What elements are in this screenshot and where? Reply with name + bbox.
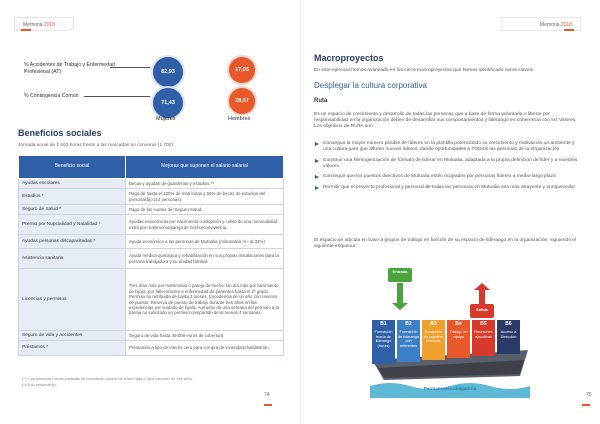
box-b6 [497,320,520,354]
entry-label: Entrada [392,269,408,274]
ruta-diagram [370,268,530,398]
table-row [19,179,284,189]
box-code: B1 [380,321,387,327]
table-row [19,341,284,356]
intro-macroproyectos: En este ejercicio hemos avanzado en los cinco macroproyectos que hemos identificado como claves: [314,68,534,73]
box-code: B2 [405,321,412,327]
box-title: Formación de liderango con referentes [398,330,419,348]
box-b1 [372,320,395,364]
table-cell: Seguro de Salud * [19,205,126,215]
header-tab-label: Memoria [23,22,43,28]
footnote: (*) Solo personal fijo. [22,383,58,387]
table-row [19,235,284,249]
list-item: Permitir que el proyecto profesional y personal de todas las personas en Mutualia sea más atrayente y enriquecedor. [314,185,580,191]
women-cc-circle: 71,43 [153,88,183,118]
table-cell: Licencias y permisos [19,269,126,331]
objectives-list [314,141,580,196]
men-cc-circle: 28,57 [229,88,255,114]
box-code: B3 [430,321,437,327]
page-number-left: 74 [264,392,270,398]
men-at-circle: 17,05 [229,57,255,83]
header-tab-left [14,17,74,31]
page-tick-left [264,404,272,406]
table-header: Beneficio social [19,156,126,179]
sub-heading-ruta: Ruta [314,98,328,104]
box-b4 [447,320,470,358]
intro-jornada: Jornada anual de 1.662 horas frente a las marcadas en convenio (1.700) [18,143,173,148]
women-label: Mujeres [156,116,176,122]
page-tick-right [582,404,590,406]
list-item: Conseguir que los puestos directivos de Mutualia estén ocupados por personas líderes a medio-largo plazo. [314,174,580,180]
box-code: B6 [505,321,512,327]
section-title-beneficios: Beneficios sociales [18,128,102,138]
stat-label-cc: % Contingencia Común [24,93,79,99]
men-label: Hombres [228,116,251,122]
box-title: Reuniones ejecutivas [474,330,493,339]
footnote: (**) Las personas menos jubiladas se consideran para el beneficio hijas e hijos menores de tres años. [22,377,194,381]
box-title: Acceso a Dirección [500,330,517,339]
table-cell: Ayuda médica quirúrgica y rehabilitación en sus propias instalaciones para la persona trabajadora y su unidad familiar. [126,249,284,269]
table-row [19,269,284,331]
table-cell: Ayudas económicas por nacimiento o adopción y cobro de una mensualidad extra por matrimonio/pareja de hecho/convivencia. [126,215,284,235]
ruta-paragraph: Es un espacio de crecimiento y desarrollo de todas las personas que a base de forma voluntaria o liberar por responsabilidad en la organización deben de desarrollar sus comportamientos y liderango en coherencia con los Valores. Los objetivos de RUTA son: [314,112,577,130]
table-cell: Préstamos * [19,341,126,356]
box-b2 [397,320,420,362]
header-tab-year: 2018 [560,22,572,28]
table-cell: Ayuda económica a las personas de Mutualia (minusvalía >/= al 33%) [126,235,284,249]
table-cell: Seguro de vida hasta 49.000 euros de cobertura [126,331,284,341]
closing-paragraph: El espacio se articula en base a grupos de trabajo en función de su espacio de liderango en la organización, siguiendo el siguiente esquema: [314,238,577,250]
box-code: B4 [455,321,462,327]
table-cell: Becas y ayudas de guarderías y estudios.** [126,179,284,189]
table-row [19,189,284,205]
table-cell: Préstamos a tipo de interés cero para compra de vivienda/rehabilitación. [126,341,284,356]
subsection-title: Desplegar la cultura corporativa [314,81,427,90]
box-b3 [422,320,445,360]
bottom-label: Permanencia obligatoria [423,386,477,391]
table-row [19,205,284,215]
table-cell: Premio por Nupcialidad y Natalidad * [19,215,126,235]
box-title: Trabajo en equipo [449,330,468,339]
exit-tag [470,304,494,318]
table-cell: Estudios * [19,189,126,205]
section-title-macroproyectos: Macroproyectos [314,53,384,63]
stat-label-at: % Accidentes de Trabajo y Enfermedad Profesional (AT) [24,62,115,75]
list-item: Construir una homogenización de formato de liderar en Mutualia, adaptada a la propia definición de líder y a nuestros valores. [314,158,580,170]
entry-tag [388,268,412,282]
table-cell: Ayudas escolares [19,179,126,189]
box-b5 [472,320,495,356]
list-item: Conseguir la mayor número posible de líderes en la plantilla potenciando su crecimiento y motivación un ambiente y una cultura para que afloren nuevos líderes, dando oportunidades a TODAS las personas de la Organización. [314,141,580,153]
exit-label: Salida [476,307,488,312]
table-header: Mejoras que suponen el salario salarial [126,156,284,179]
table-cell: Pago de hasta el 100% de matrículas y 50% de becas de estudios del personal fijo (14 personas) [126,189,284,205]
box-title: Recepción de soportes técnicos [423,330,444,343]
header-tab-label: Memoria [540,22,560,28]
women-at-circle: 82,93 [153,57,183,87]
table-cell: Tres días más por matrimonio o pareja de hecho. Un día más por nacimiento de hijo/a, por fallecimiento o enfermedad de parientes hasta el 2º grado. Permiso no retribuido de hasta 3 meses. Excedencia de un año con reserva de puesto. Reserva de puesto de trabajo durante tres años en las excedencias por cuidado de hijo/a. Aumento de una semana del permiso a la pareja no solicitado un permiso compartido de al menos 4 semanas. [126,269,284,331]
table-header-row [19,156,284,179]
header-tab-right [501,17,581,31]
table-cell: Asistencia sanitaria [19,249,126,269]
box-title: Formación teoría de liderango (horas) [374,330,393,348]
table-cell: Ayudas personas discapacitadas * [19,235,126,249]
box-code: B5 [480,321,487,327]
table-cell: Pago de las cuotas del Seguro Salud. [126,205,284,215]
header-tab-year: 2018 [43,22,55,28]
table-row [19,331,284,341]
benefits-table [18,155,284,356]
table-row [19,215,284,235]
table-row [19,249,284,269]
page-number-right: 75 [586,392,592,398]
table-cell: Seguro de vida y accidentes [19,331,126,341]
